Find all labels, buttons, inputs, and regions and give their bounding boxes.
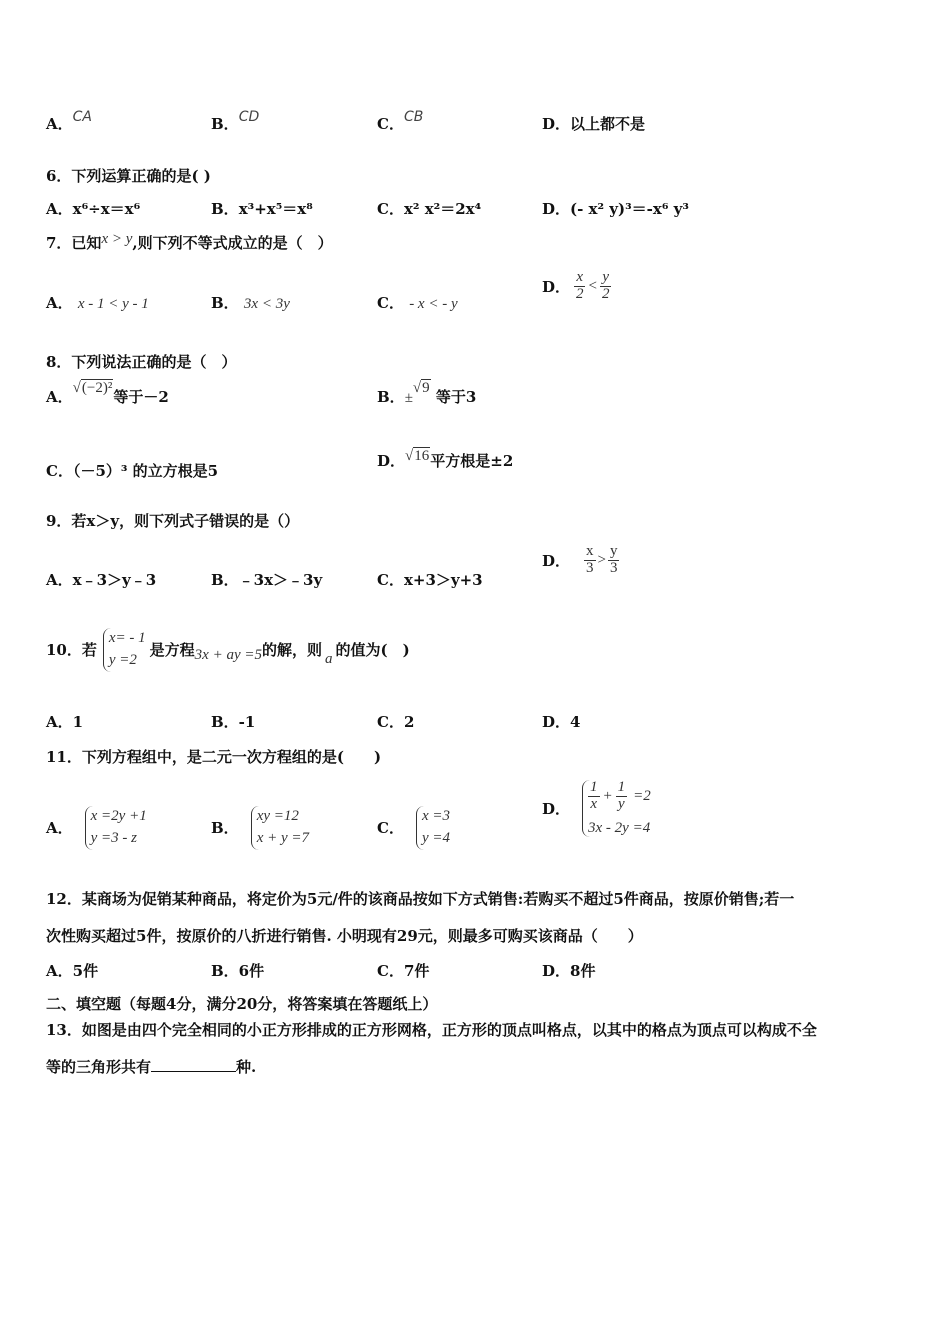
q12-line-2: 次性购买超过5件，按原价的八折进行销售. 小明现有29元，则最多可购买该商品（ ） [46, 927, 643, 945]
q6-option-c-label: C． [377, 200, 404, 218]
numerator: 1 [590, 779, 598, 795]
q5-option-b [211, 109, 260, 134]
system-line-1: x =3 [421, 808, 450, 824]
fraction-1-over-x [588, 780, 600, 813]
q11-option-d-label: D． [542, 799, 571, 818]
q7-option-a-expr: x - 1 < y - 1 [77, 296, 149, 312]
q11-stem: 11．下列方程组中，是二元一次方程组的是( ) [46, 748, 382, 766]
q6-option-a [46, 198, 140, 219]
section-2-title: 二、填空题（每题4分，满分20分，将答案填在答题纸上） [46, 995, 438, 1013]
q5-option-c [377, 109, 424, 134]
q6-option-d-expr: (- x² y)³＝-x⁶ y³ [570, 200, 689, 218]
q6-option-d-label: D． [542, 200, 571, 218]
q5-option-b-label: B． [211, 115, 239, 133]
q10-stem-prefix: 10．若 [46, 641, 97, 660]
q8-option-a-label: A． [46, 388, 73, 406]
q8-option-c: C．（－5）³ 的立方根是5 [46, 462, 219, 480]
numerator: y [602, 269, 610, 285]
q11-a-system [85, 806, 147, 850]
system-line-1 [588, 780, 651, 813]
q10-stem-mid: 是方程 [149, 641, 195, 660]
q10-option-d: D．4 [542, 713, 581, 731]
q7-option-c [377, 292, 458, 313]
q10-stem [46, 628, 410, 672]
fraction-x-over-3 [584, 544, 596, 577]
q11-c-system [416, 806, 450, 850]
q8-option-d-label: D． [377, 452, 406, 470]
fraction-1-over-y [616, 780, 628, 813]
fraction-y-over-3 [608, 544, 620, 577]
q7-condition: x > y [101, 231, 133, 247]
q5-option-a [46, 109, 92, 134]
q7-option-c-expr: - x < - y [409, 296, 458, 312]
q6-option-b-expr: x³+x⁵＝x⁸ [238, 200, 313, 218]
q12-option-d: D．8件 [542, 962, 596, 980]
q7-stem-prefix: 7．已知 [46, 234, 102, 252]
q11-option-b [211, 806, 309, 850]
q6-option-b [211, 198, 313, 219]
q7-option-d-label: D． [542, 277, 571, 296]
q13-line-2-prefix: 等的三角形共有 [46, 1058, 152, 1076]
q5-option-a-label: A． [46, 115, 73, 133]
q11-option-a-label: A． [46, 819, 73, 838]
q6-option-b-label: B． [211, 200, 239, 218]
q11-b-system [251, 806, 309, 850]
q6-stem: 6．下列运算正确的是( ) [46, 167, 211, 185]
q10-option-a: A．1 [46, 713, 84, 731]
q13-line-2-suffix: 种. [236, 1058, 257, 1076]
numerator: x [586, 543, 594, 559]
segment-cd: CD [238, 109, 260, 125]
q7-option-b [211, 292, 290, 313]
plus-minus-sign: ± [404, 390, 413, 406]
equals-two: =2 [633, 788, 651, 805]
q10-option-c: C．2 [377, 713, 415, 731]
system-line-1: x= - 1 [108, 630, 146, 646]
q8-option-a-text: 等于－2 [113, 388, 169, 406]
denominator: 2 [601, 285, 610, 302]
segment-cb: CB [403, 109, 424, 125]
system-line-1: x =2y +1 [90, 808, 147, 824]
system-line-2: y =4 [421, 829, 450, 846]
system-line-2: y =3 - z [90, 829, 138, 846]
q9-option-d-label: D． [542, 551, 571, 570]
q7-option-a [46, 292, 149, 313]
q8-option-b-label: B． [377, 388, 405, 406]
q8-stem: 8．下列说法正确的是（ ） [46, 353, 237, 371]
q7-stem [46, 232, 333, 253]
sqrt-neg2-squared: √(−2)² [72, 380, 113, 396]
system-line-2: x + y =7 [256, 829, 309, 846]
q11-option-c-label: C． [377, 819, 404, 838]
sqrt-9: √9 [412, 380, 430, 396]
q11-option-d [542, 780, 651, 837]
q7-stem-suffix: ,则下列不等式成立的是（ ） [132, 234, 333, 252]
q10-equation-system [103, 628, 146, 672]
less-than-sign: < [588, 277, 597, 294]
q9-option-c: C．x+3＞y+3 [377, 571, 483, 589]
q10-equation: 3x + ay =5 [194, 647, 262, 664]
numerator: y [609, 543, 618, 559]
q11-option-a [46, 806, 147, 850]
greater-than-sign: > [597, 551, 606, 568]
q8-option-a [46, 380, 169, 407]
radicand: 9 [422, 380, 430, 396]
q9-option-b: B．﹣3x＞﹣3y [211, 571, 323, 589]
q10-stem-suffix: 的值为( ) [335, 641, 410, 660]
q7-option-b-label: B． [211, 294, 239, 312]
segment-ca: CA [72, 109, 92, 125]
system-line-1: xy =12 [256, 808, 299, 824]
q9-option-d [542, 544, 619, 577]
system-line-2: y =2 [108, 651, 137, 668]
q6-option-d [542, 198, 689, 219]
plus-sign: + [602, 788, 613, 805]
q8-option-d-text: 平方根是±2 [430, 452, 514, 470]
q10-option-b: B．-1 [211, 713, 256, 731]
q12-option-b: B．6件 [211, 962, 265, 980]
q8-option-b [377, 380, 477, 407]
q7-option-b-expr: 3x < 3y [243, 296, 290, 312]
radicand: (−2)² [81, 380, 113, 396]
denominator: 2 [576, 285, 584, 302]
denominator: 3 [586, 559, 594, 576]
system-line-2: 3x - 2y =4 [588, 819, 651, 836]
q6-option-c [377, 198, 481, 219]
q11-d-system [582, 780, 651, 837]
numerator: 1 [617, 779, 626, 795]
q6-option-c-expr: x² x²＝2x⁴ [403, 200, 482, 218]
q12-option-a: A．5件 [46, 962, 99, 980]
fraction-y-over-2 [600, 270, 612, 303]
q6-option-a-expr: x⁶÷x＝x⁶ [72, 200, 141, 218]
q9-option-a: A．x﹣3＞y﹣3 [46, 571, 157, 589]
sqrt-16: √16 [405, 448, 430, 464]
q13-line-2 [46, 1056, 256, 1077]
denominator: 3 [609, 559, 618, 576]
q13-line-1: 13．如图是由四个完全相同的小正方形排成的正方形网格，正方形的顶点叫格点，以其中的格点为顶点可以构成不全 [46, 1021, 817, 1039]
q10-stem-mid2: 的解，则 [261, 641, 322, 660]
q8-option-b-text: 等于3 [435, 388, 477, 406]
denominator: x [590, 795, 598, 812]
answer-blank[interactable] [151, 1057, 236, 1072]
q7-option-c-label: C． [377, 294, 404, 312]
q5-option-c-label: C． [377, 115, 404, 133]
q12-option-c: C．7件 [377, 962, 430, 980]
q11-option-c [377, 806, 450, 850]
q7-option-a-label: A． [46, 294, 73, 312]
q5-option-d: D．以上都不是 [542, 115, 646, 133]
radicand: 16 [414, 448, 430, 464]
fraction-x-over-2 [574, 270, 586, 303]
denominator: y [618, 795, 625, 812]
q10-variable-a: a [325, 651, 333, 668]
q9-stem: 9．若x＞y，则下列式子错误的是（） [46, 512, 300, 530]
numerator: x [576, 269, 584, 285]
q11-option-b-label: B． [211, 819, 239, 838]
q8-option-d [377, 450, 513, 471]
q12-line-1: 12．某商场为促销某种商品，将定价为5元/件的该商品按如下方式销售:若购买不超过5件商品，按原价销售;若一 [46, 890, 795, 908]
q7-option-d [542, 270, 611, 303]
q6-option-a-label: A． [46, 200, 73, 218]
